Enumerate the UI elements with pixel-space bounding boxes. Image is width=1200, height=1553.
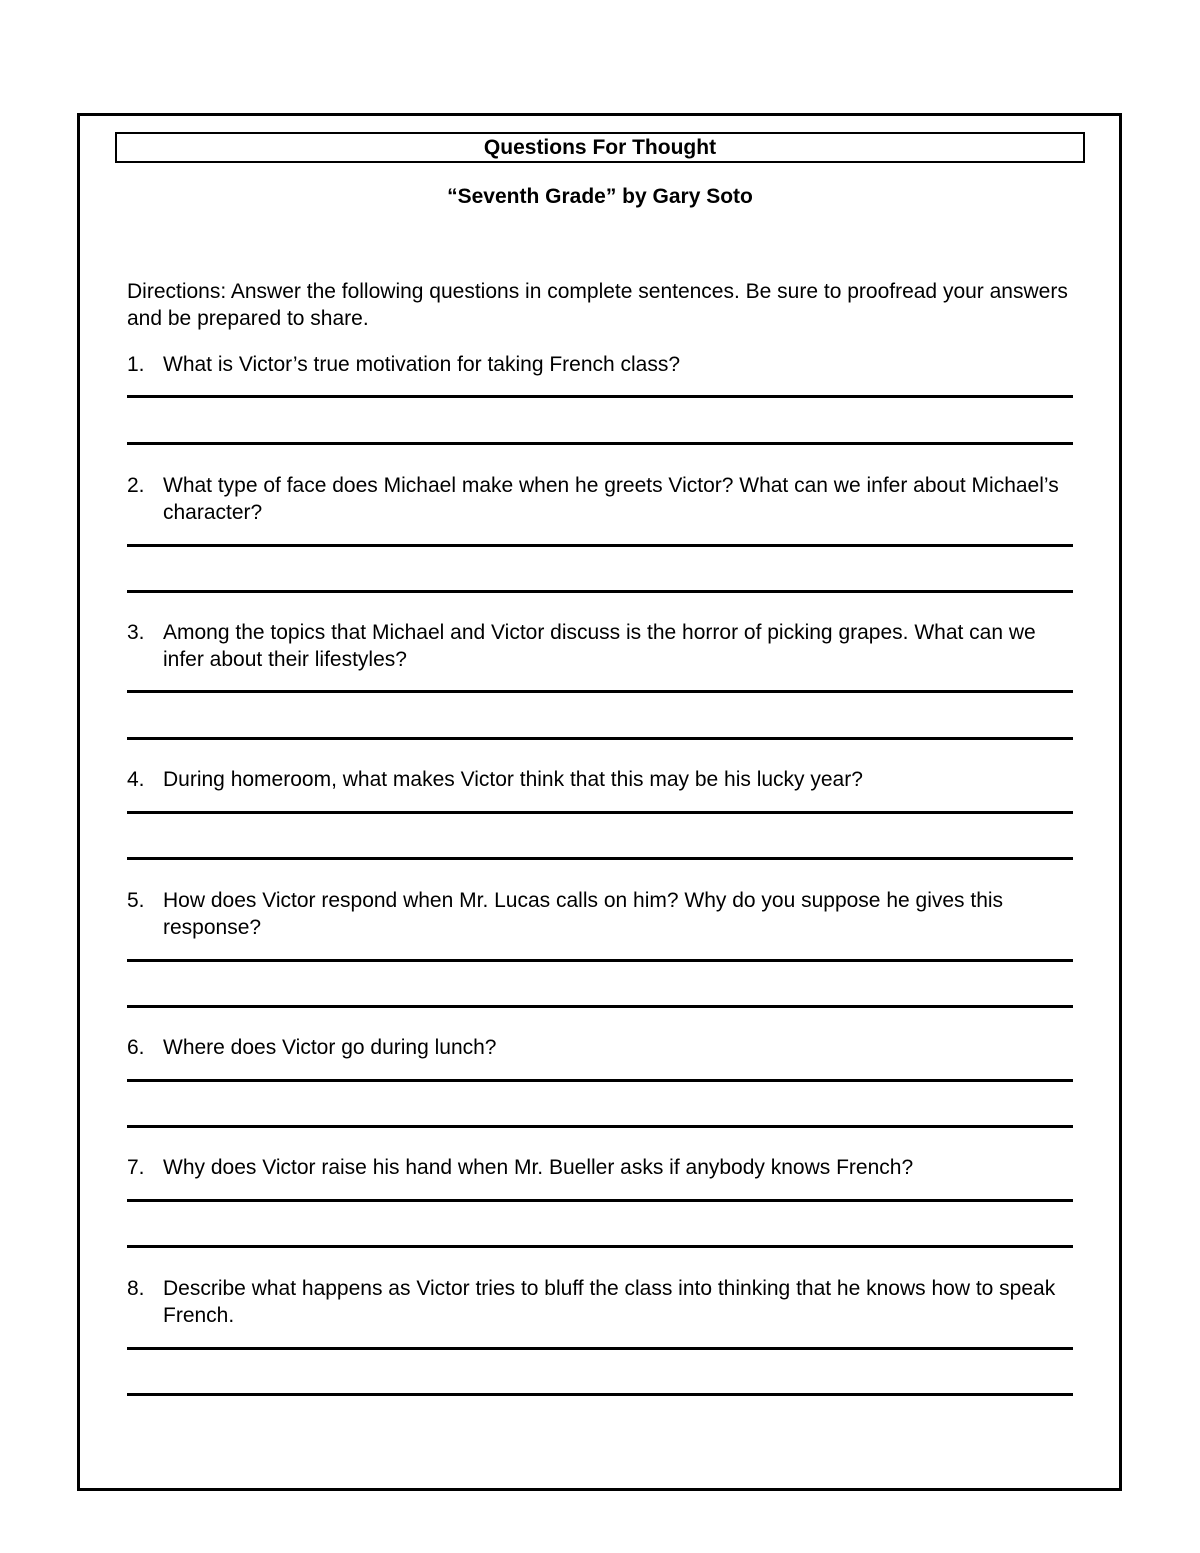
question-number: 7. (127, 1156, 145, 1179)
answer-line[interactable] (127, 442, 1073, 445)
page-subtitle: “Seventh Grade” by Gary Soto (447, 185, 753, 208)
answer-line[interactable] (127, 1347, 1073, 1350)
answer-line[interactable] (127, 1005, 1073, 1008)
question-number: 2. (127, 474, 145, 497)
answer-line[interactable] (127, 1393, 1073, 1396)
question-5 (127, 887, 1077, 941)
question-number: 3. (127, 621, 145, 644)
question-text: How does Victor respond when Mr. Lucas calls on him? Why do you suppose he gives this response? (163, 889, 1004, 939)
answer-line[interactable] (127, 544, 1073, 547)
question-number: 4. (127, 768, 145, 791)
answer-line[interactable] (127, 1125, 1073, 1128)
page-title: Questions For Thought (115, 132, 1085, 163)
question-8 (127, 1275, 1077, 1329)
question-7 (127, 1154, 1077, 1181)
answer-line[interactable] (127, 1245, 1073, 1248)
question-text: Describe what happens as Victor tries to bluff the class into thinking that he knows how to speak French. (163, 1277, 1056, 1327)
answer-line[interactable] (127, 590, 1073, 593)
question-text: What is Victor’s true motivation for taking French class? (163, 353, 681, 376)
question-6 (127, 1034, 1077, 1061)
answer-line[interactable] (127, 959, 1073, 962)
question-text: What type of face does Michael make when he greets Victor? What can we infer about Michael’s character? (163, 474, 1059, 524)
question-number: 1. (127, 353, 145, 376)
question-number: 8. (127, 1277, 145, 1300)
question-number: 6. (127, 1036, 145, 1059)
question-1 (127, 351, 1077, 378)
answer-line[interactable] (127, 1079, 1073, 1082)
question-text: Among the topics that Michael and Victor discuss is the horror of picking grapes. What can we infer about their lifestyles? (163, 621, 1036, 671)
question-text: During homeroom, what makes Victor think that this may be his lucky year? (163, 768, 863, 791)
answer-line[interactable] (127, 690, 1073, 693)
question-3 (127, 619, 1077, 673)
answer-line[interactable] (127, 395, 1073, 398)
answer-line[interactable] (127, 857, 1073, 860)
directions-text: Directions: Answer the following questions in complete sentences. Be sure to proofread your answers and be prepared to share. (127, 280, 1068, 330)
question-2 (127, 472, 1077, 526)
answer-line[interactable] (127, 1199, 1073, 1202)
question-text: Why does Victor raise his hand when Mr. Bueller asks if anybody knows French? (163, 1156, 914, 1179)
question-number: 5. (127, 889, 145, 912)
answer-line[interactable] (127, 811, 1073, 814)
question-text: Where does Victor go during lunch? (163, 1036, 497, 1059)
question-4 (127, 766, 1077, 793)
answer-line[interactable] (127, 737, 1073, 740)
